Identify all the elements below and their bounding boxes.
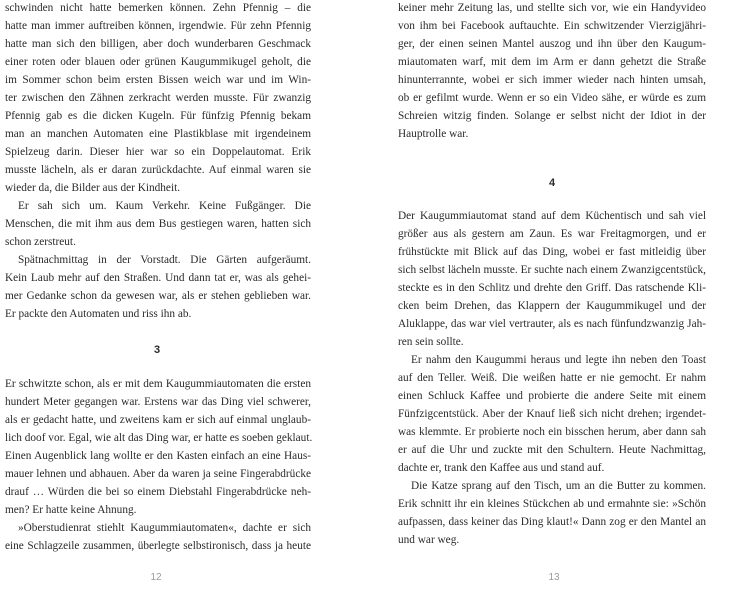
text-line: ob er gefilmt wurde. Wenn er so ein Video sähe, er würde es zum [398,92,706,104]
text-line: men? Er hatte keine Ahnung. [5,504,137,516]
text-line: Er nahm den Kaugummi heraus und legte ihn neben den Toast [411,354,706,366]
text-line: Er sah sich um. Kaum Verkehr. Keine Fußgänger. Die [18,200,311,212]
text-line: ter zwischen den Zähnen zerkracht werden musste. Für zwanzig [5,92,311,104]
text-line: hinunterrannte, wobei er sich immer wieder nach hinten umsah, [398,74,706,86]
text-line: Einen Augenblick lang wollte er den Kasten einfach an eine Haus- [5,450,311,462]
text-line: schwinden nicht hatte bemerken können. Zehn Pfennig – die [5,2,311,14]
text-line: er auf die Uhr und zuckte mit den Schultern. Heute Nachmittag, [398,444,706,456]
text-line: mer Gedanke schon da gewesen war, als er stehen geblieben war. [5,290,311,302]
right-page [398,0,716,604]
text-line: frühstückte mit Blick auf das Ding, wobei er fast mitleidig über [398,246,706,258]
text-line: größer aus als gestern am Zaun. Es war Freitagmorgen, und er [398,228,706,240]
text-line: steckte es in den Schlitz und drehte den Griff. Das ratschende Kli- [398,282,706,294]
text-line: drauf … Würden die bei so einem Diebstahl Fingerabdrücke neh- [5,486,311,498]
chapter-number: 4 [548,177,556,189]
text-line: hundert Meter gegangen war. Erstens war das Ding viel schwerer, [5,396,311,408]
text-line: hatte man sich den billigen, aber doch wunderbaren Geschmack [5,38,311,50]
left-page [0,0,318,604]
text-line: hatte man immer auftreiben können, irgendwie. Für zehn Pfennig [5,20,311,32]
text-line: Der Kaugummiautomat stand auf dem Küchentisch und sah viel [398,210,706,222]
text-line: Er schwitzte schon, als er mit dem Kaugummiautomaten die ersten [5,378,311,390]
text-line: auf den Teller. Weiß. Die weißen hatte er nie gemocht. Er nahm [398,372,706,384]
text-line: ren sein sollte. [398,336,464,348]
page-number: 12 [150,572,162,583]
text-line: musste lächeln, als er daran zurückdachte. Auf einmal waren sie [5,164,311,176]
text-line: Kein Laub mehr auf den Straßen. Und dann tat er, was als gehei- [5,272,311,284]
text-line: lich doof vor. Egal, wie alt das Ding war, er hatte es soeben geklaut. [5,432,313,444]
text-line: schon zerstreut. [5,236,76,248]
text-line: Die Katze sprang auf den Tisch, um an die Butter zu kommen. [411,480,706,492]
text-line: einer roten oder blauen oder grünen Kaugummikugel geholt, die [5,56,311,68]
text-line: von ihm bei Facebook auftauchte. Ein schwitzender Vierzigjähri- [398,20,706,32]
text-line: »Oberstudienrat stiehlt Kaugummiautomaten«, dachte er sich [18,522,311,534]
text-line: Er packte den Automaten und riss ihn ab. [5,308,192,320]
text-line: dachte er, trank den Kaffee aus und stand auf. [398,462,605,474]
text-line: und war weg. [398,534,460,546]
text-line: Spätnachmittag in der Vorstadt. Die Gärten aufgeräumt. [18,254,311,266]
text-line: cken beim Drehen, das Klappern der Kaugummikugel und der [398,300,706,312]
text-line: eine Schlagzeile zusammen, überlegte selbstironisch, dass ja heute [5,540,311,552]
text-line: im Sommer schon beim ersten Bissen weich war und im Win- [5,74,311,86]
text-line: mauer lehnen und abhauen. Aber da waren ja seine Fingerabdrücke [5,468,311,480]
text-line: man an manchen Automaten eine Plastikblase mit irgendeinem [5,128,311,140]
text-line: als er gedacht hatte, und zweitens kam er sich auf einmal unglaub- [5,414,311,426]
text-line: sich selbst lächeln musste. Er suchte nach einem Zwanzigcentstück, [398,264,706,276]
text-line: Erik schnitt ihr ein kleines Stückchen ab und ermahnte sie: »Schön [398,498,706,510]
text-line: Schreien witzig finden. Solange er selbst nicht der Idiot in der [398,110,706,122]
text-line: Fünfzigcentstück. Aber der Knauf ließ sich nicht drehen; irgendet- [398,408,706,420]
chapter-number: 3 [153,344,161,356]
text-line: keiner mehr Zeitung las, und stellte sich vor, wie ein Handyvideo [398,2,706,14]
text-line: was klemmte. Er probierte noch ein bisschen herum, aber dann sah [398,426,706,438]
text-line: Aluklappe, das war viel vertrauter, als es nach fünfundzwanzig Jah- [398,318,706,330]
text-line: wieder da, die Bilder aus der Kindheit. [5,182,181,194]
text-line: Pfennig gab es die dicken Kugeln. Für fünfzig Pfennig bekam [5,110,311,122]
text-line: Menschen, die mit ihm aus dem Bus gestiegen waren, hatten sich [5,218,311,230]
page-number: 13 [548,572,560,583]
text-line: aufpassen, dass keiner das Ding klaut!« Dann zog er den Mantel an [398,516,706,528]
text-line: Hauptrolle war. [398,128,469,140]
text-line: ger, der einen seinen Mantel auszog und ihn über den Kaugum- [398,38,706,50]
text-line: miautomaten warf, mit dem im Arm er dann gehetzt die Straße [398,56,706,68]
text-line: einen Schluck Kaffee und probierte die andere Seite mit einem [398,390,706,402]
text-line: Spielzeug darin. Dieser hier war so ein Doppelautomat. Erik [5,146,311,158]
